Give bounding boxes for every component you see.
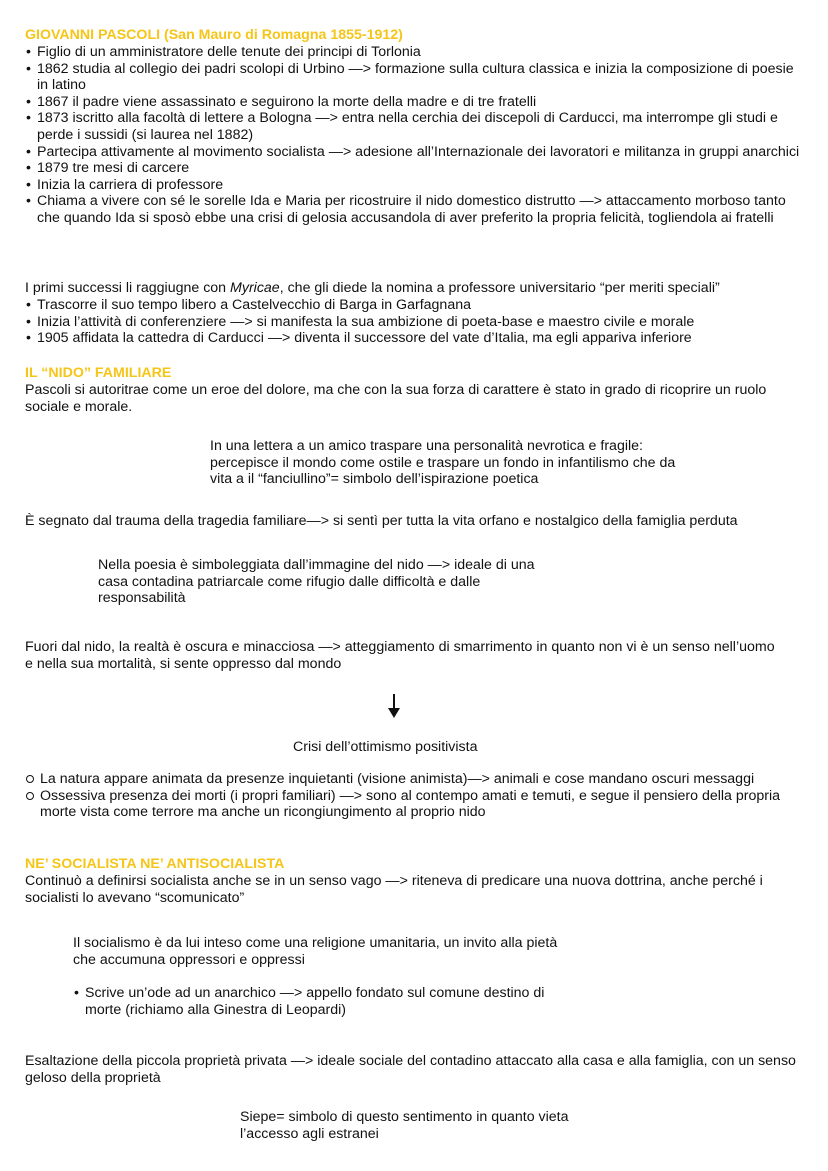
list-item: • Inizia l’attività di conferenziere —> si manifesta la sua ambizione di poeta-base e maestro civile e morale [25,314,805,331]
arrow-down-icon [386,692,402,720]
nido-letter-note: In una lettera a un amico traspare una personalità nevrotica e fragile: percepisce il mondo come ostile e traspare un fondo in infantilismo che da vita a il “fanciullino”= simbolo dell’ispirazione poetica [210,438,676,488]
list-item: • 1905 affidata la cattedra di Carducci —> diventa il successore del vate d’Italia, ma egli appariva inferiore [25,330,805,347]
list-item: • Figlio di un amministratore delle tenute dei principi di Torlonia [25,44,803,61]
list-item: Ossessiva presenza dei morti (i propri familiari) —> sono al contempo amati e temuti, e segue il pensiero della propria morte vista come terrore ma anche un ricongiungimento al proprio nido [25,788,805,821]
nido-trauma: È segnato dal trauma della tragedia familiare—> si sentì per tutta la vita orfano e nostalgico della famiglia perduta [25,513,738,529]
list-item: • Trascorre il suo tempo libero a Castelvecchio di Barga in Garfagnana [25,297,805,314]
list-item: • 1879 tre mesi di carcere [25,160,803,177]
crisis-label: Crisi dell’ottimismo positivista [293,739,478,755]
socialism-intro: Continuò a definirsi socialista anche se in un senso vago —> riteneva di predicare una nuova dottrina, anche perché i socialisti lo avevano “scomunicato” [25,873,763,906]
success-paragraph [25,280,805,297]
socialism-property: Esaltazione della piccola proprietà privata —> ideale sociale del contadino attaccato alla casa e alla famiglia, con un senso geloso della proprietà [25,1053,796,1086]
crisis-list [25,771,805,821]
success-suffix: , che gli diede la nomina a professore universitario “per meriti speciali” [279,280,720,296]
hedge-note: Siepe= simbolo di questo sentimento in quanto vieta l’accesso agli estranei [240,1109,569,1142]
nido-poetry-note: Nella poesia è simboleggiata dall’immagine del nido —> ideale di una casa contadina patriarcale come rifugio dalle difficoltà e dalle responsabilità [98,557,535,607]
nido-intro: Pascoli si autoritrae come un eroe del dolore, ma che con la sua forza di carattere è stato in grado di ricoprire un ruolo sociale e morale. [25,382,767,415]
success-list [25,297,805,347]
list-item: • Partecipa attivamente al movimento socialista —> adesione all’Internazionale dei lavoratori e militanza in gruppi anarchici [25,144,803,161]
list-item: La natura appare animata da presenze inquietanti (visione animista)—> animali e cose mandano oscuri messaggi [25,771,805,788]
nido-outside: Fuori dal nido, la realtà è oscura e minacciosa —> atteggiamento di smarrimento in quanto non vi è un senso nell’uomo e nella sua mortalità, si sente oppresso dal mondo [25,639,775,672]
section-heading-nido: IL “NIDO” FAMILIARE [25,365,172,381]
list-item: • Scrive un’ode ad un anarchico —> appello fondato sul comune destino di morte (richiamo alla Ginestra di Leopardi) [73,985,573,1018]
socialism-religion-note: Il socialismo è da lui inteso come una religione umanitaria, un invito alla pietà che accumuna oppressori e oppressi [73,935,558,968]
list-item: • Chiama a vivere con sé le sorelle Ida e Maria per ricostruire il nido domestico distrutto —> attaccamento morboso tanto che quando Ida si sposò ebbe una crisi di gelosia accusandola di aver preferito la propria felicità, togliendola ai fratelli [25,193,803,226]
success-prefix: I primi successi li raggiugne con [25,280,231,296]
list-item: • 1862 studia al collegio dei padri scolopi di Urbino —> formazione sulla cultura classica e inizia la composizione di poesie in latino [25,61,803,94]
list-item: • Inizia la carriera di professore [25,177,803,194]
section-heading-socialism: NE’ SOCIALISTA NE’ ANTISOCIALISTA [25,856,285,872]
list-item: • 1873 iscritto alla facoltà di lettere a Bologna —> entra nella cerchia dei discepoli di Carducci, ma interrompe gli studi e perde i sussidi (si laurea nel 1882) [25,110,803,143]
work-title: Myricae [230,280,280,296]
biography-list [25,44,803,227]
page-title: GIOVANNI PASCOLI (San Mauro di Romagna 1855-1912) [25,27,403,43]
list-item: • 1867 il padre viene assassinato e seguirono la morte della madre e di tre fratelli [25,94,803,111]
socialism-ode-list [73,985,573,1018]
